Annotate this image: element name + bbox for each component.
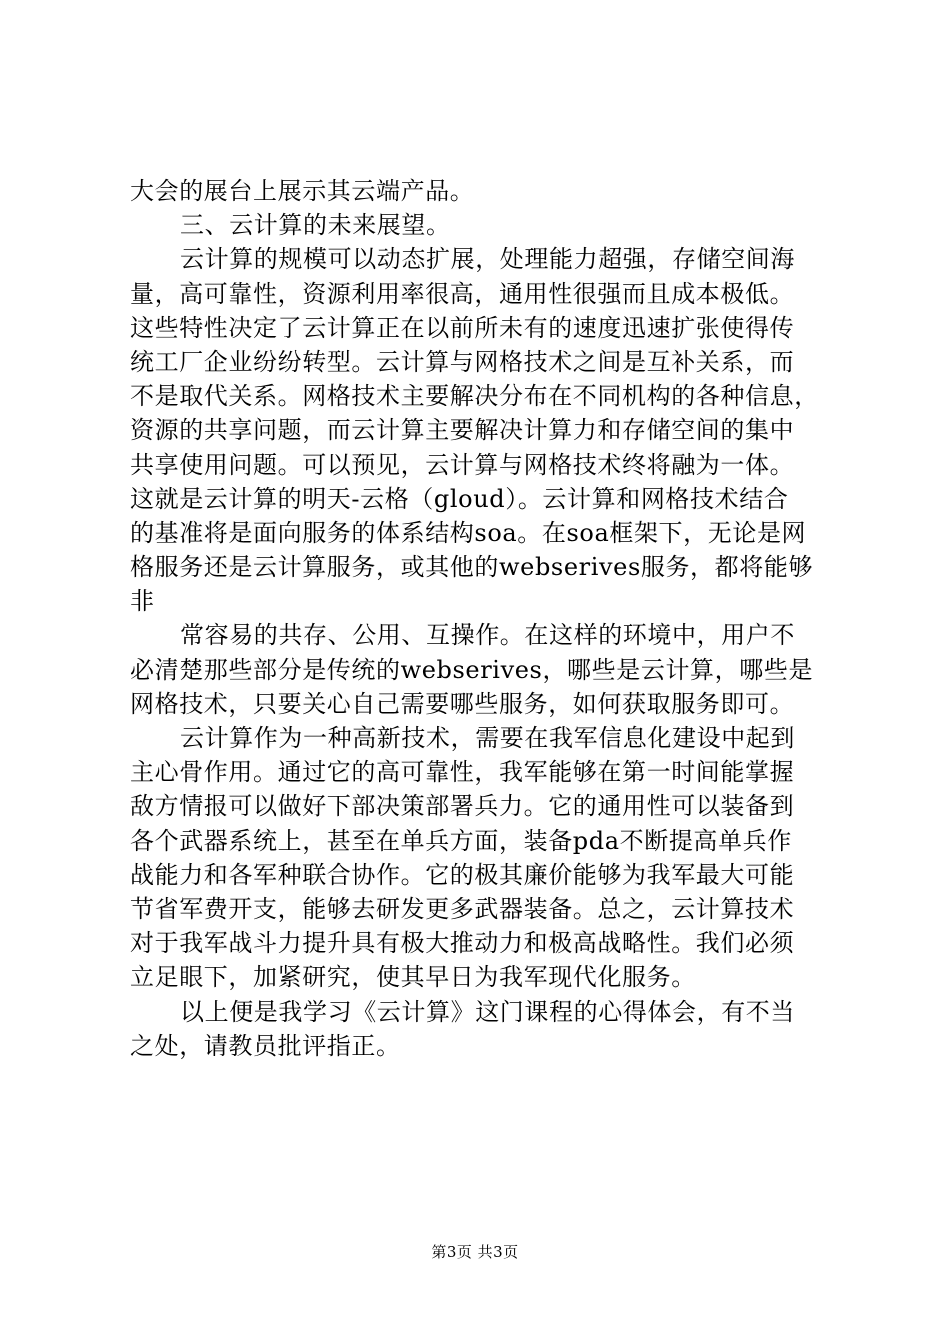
page-footer: 第3页 共3页 [431, 1243, 519, 1261]
text-line: 敌方情报可以做好下部决策部署兵力。它的通用性可以装备到 [130, 792, 795, 821]
text-line: 主心骨作用。通过它的高可靠性，我军能够在第一时间能掌握 [130, 758, 795, 787]
text-line: 统工厂企业纷纷转型。云计算与网格技术之间是互补关系，而 [130, 347, 795, 376]
text-line: 量，高可靠性，资源利用率很高，通用性很强而且成本极低。 [130, 279, 795, 308]
text-line: 资源的共享问题，而云计算主要解决计算力和存储空间的集中 [130, 416, 795, 445]
text-line: 以上便是我学习《云计算》这门课程的心得体会，有不当 [180, 997, 795, 1026]
document-body [130, 174, 830, 1063]
text-line: 网格技术，只要关心自己需要哪些服务，如何获取服务即可。 [130, 689, 795, 718]
text-line: 节省军费开支，能够去研发更多武器装备。总之，云计算技术 [130, 894, 795, 923]
text-line: 常容易的共存、公用、互操作。在这样的环境中，用户不 [180, 621, 795, 650]
text-line: 云计算作为一种高新技术，需要在我军信息化建设中起到 [180, 724, 795, 752]
text-line: 立足眼下，加紧研究，使其早日为我军现代化服务。 [130, 963, 696, 992]
text-line: 之处，请教员批评指正。 [130, 1031, 401, 1060]
text-line: 的基准将是面向服务的体系结构soa。在soa框架下，无论是网 [130, 518, 807, 547]
text-line: 这些特性决定了云计算正在以前所未有的速度迅速扩张使得传 [130, 313, 795, 342]
text-line: 云计算的规模可以动态扩展，处理能力超强，存储空间海 [180, 245, 795, 274]
text-line: 各个武器系统上，甚至在单兵方面，装备pda不断提高单兵作 [130, 826, 792, 855]
text-line: 大会的展台上展示其云端产品。 [130, 177, 475, 205]
text-line: 共享使用问题。可以预见，云计算与网格技术终将融为一体。 [130, 450, 795, 479]
text-line: 不是取代关系。网格技术主要解决分布在不同机构的各种信息， [130, 382, 819, 411]
text-line: 必清楚那些部分是传统的webserives，哪些是云计算，哪些是 [130, 655, 814, 684]
text-line: 对于我军战斗力提升具有极大推动力和极高战略性。我们必须 [130, 929, 795, 958]
text-line: 非 [130, 587, 155, 616]
text-line: 这就是云计算的明天-云格（gloud）。云计算和网格技术结合 [130, 484, 789, 513]
text-line: 格服务还是云计算服务，或其他的webserives服务，都将能够 [130, 553, 814, 582]
text-line: 战能力和各军种联合协作。它的极其廉价能够为我军最大可能 [130, 860, 795, 889]
text-line: 三、云计算的未来展望。 [180, 211, 451, 240]
